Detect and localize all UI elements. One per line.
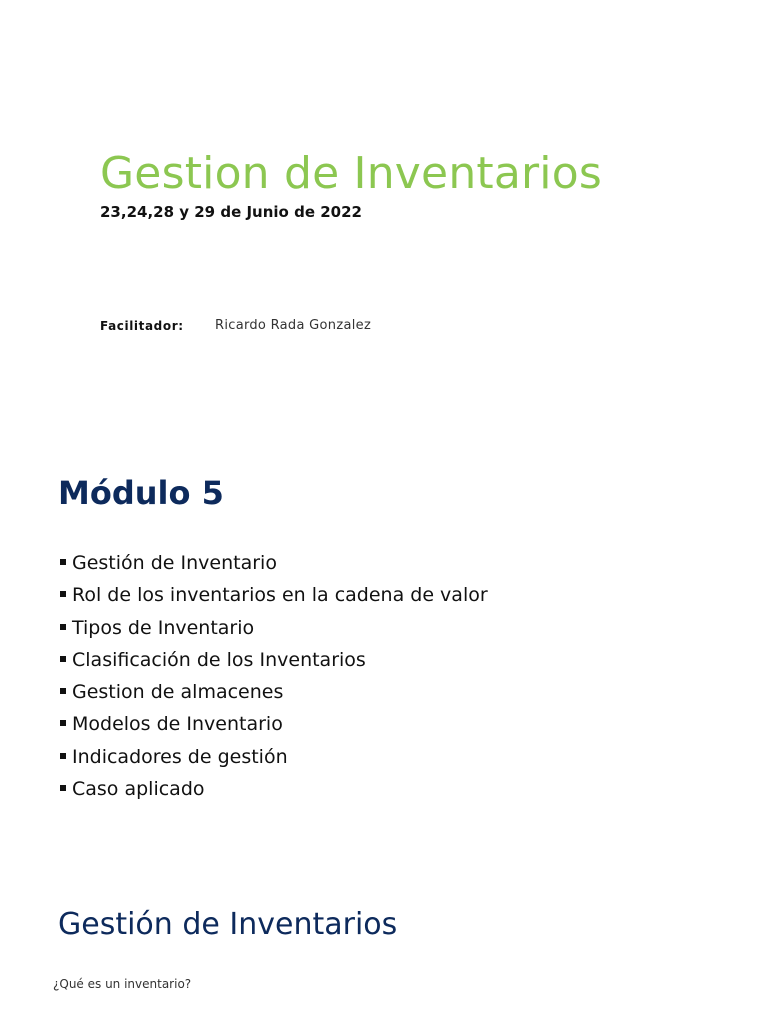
square-bullet-icon (60, 688, 66, 694)
list-item (60, 547, 488, 579)
list-item (60, 676, 488, 708)
list-item-label: Indicadores de gestión (72, 745, 288, 768)
cover-title: Gestion de Inventarios (100, 148, 602, 199)
list-item (60, 644, 488, 676)
square-bullet-icon (60, 559, 66, 565)
list-item-label: Gestión de Inventario (72, 552, 277, 574)
section-question: ¿Qué es un inventario? (53, 977, 192, 991)
module-topic-list (60, 547, 488, 805)
cover-date: 23,24,28 y 29 de Junio de 2022 (100, 203, 362, 221)
facilitator-label: Facilitador: (100, 319, 184, 333)
list-item (60, 741, 488, 773)
facilitator-name: Ricardo Rada Gonzalez (215, 318, 372, 333)
section-title: Gestión de Inventarios (58, 907, 398, 942)
list-item (60, 579, 488, 611)
square-bullet-icon (60, 753, 66, 759)
square-bullet-icon (60, 785, 66, 791)
list-item-label: Rol de los inventarios en la cadena de valor (72, 584, 488, 607)
list-item (60, 773, 488, 805)
square-bullet-icon (60, 624, 66, 630)
square-bullet-icon (60, 591, 66, 597)
list-item (60, 708, 488, 740)
list-item (60, 612, 488, 644)
list-item-label: Modelos de Inventario (72, 713, 283, 736)
list-item-label: Clasificación de los Inventarios (72, 648, 366, 671)
list-item-label: Gestion de almacenes (72, 681, 284, 704)
list-item-label: Tipos de Inventario (72, 616, 255, 639)
list-item-label: Caso aplicado (72, 778, 205, 801)
module-title: Módulo 5 (58, 474, 224, 512)
square-bullet-icon (60, 656, 66, 662)
square-bullet-icon (60, 720, 66, 726)
